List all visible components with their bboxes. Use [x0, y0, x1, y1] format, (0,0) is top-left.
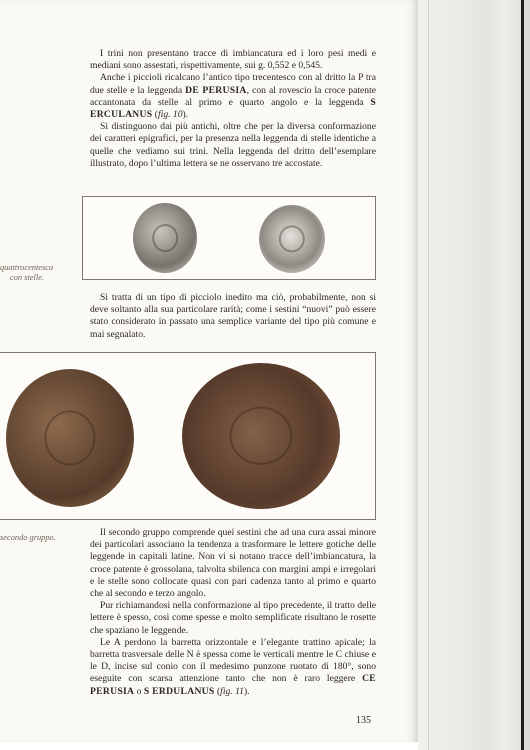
figure-reference: fig. 11	[220, 685, 244, 697]
paragraph-text: I trini non presentano tracce di imbiancatura ed i loro pesi medi e mediani sono assestati, rispettivamente, sui g. 0,552 e 0,545.	[90, 48, 376, 72]
text-block-middle	[90, 292, 376, 341]
figure-10-caption-line2: con stelle.	[10, 273, 44, 282]
paragraph-text: , con al rovescio la croce patente accantonata da stelle al primo e quarto angolo e la leggenda	[90, 84, 377, 108]
coin-obverse-image	[6, 369, 134, 507]
paragraph-text: Si distinguono dai più antichi, oltre che per la diversa conformazione dei caratteri epigrafici, per la presenza nella leggenda di stelle identiche a quelle che vediamo sui trini. Nella leggenda del dritto dell’esemplare illustrato, dopo l’ultima lettera se ne osservano tre accostate.	[90, 121, 376, 169]
legend-text: DE PERUSIA	[185, 84, 247, 96]
paragraph	[90, 600, 376, 637]
paragraph	[90, 292, 376, 341]
legend-text: S ERCULANUS	[90, 96, 376, 121]
paragraph-text: Si tratta di un tipo di picciolo inedito ma ciò, probabilmente, non si deve soltanto alla sua particolare rarità; come i sestini “nuovi” può essere stato considerato in passato una semplice variante del tipo più comune e mai segnalato.	[90, 292, 376, 340]
text-block-top	[90, 48, 376, 170]
figure-11-caption: secondo gruppo.	[0, 533, 56, 542]
legend-text: CE PERUSIA	[90, 673, 376, 697]
figure-11-frame	[0, 352, 376, 520]
paragraph	[90, 121, 376, 170]
figure-10-caption-line1: quattrocentesca	[0, 263, 54, 272]
text-block-bottom	[90, 527, 376, 698]
figure-reference: fig. 10	[158, 109, 183, 121]
paragraph-text: Il secondo gruppo comprende quei sestini che ad una cura assai minore dei particolari associano la tendenza a trasformare le lettere gotiche delle leggende in capitali latine. Non vi si notano tracce dell’imbiancatura, la croce patente è grossolana, talvolta sbilenca con margini ampi e irregolari e le stelle sono collocate quasi con pari cadenza tanto al primo e quarto che al secondo e terzo angolo.	[90, 527, 376, 600]
paragraph-text: Anche i piccioli ricalcano l’antico tipo trecentesco con al dritto la P tra due stelle e la leggenda	[90, 72, 376, 96]
paragraph	[90, 637, 376, 698]
legend-text: S ERDULANUS	[143, 685, 215, 697]
book-spine-edge	[418, 0, 530, 750]
coin-reverse-image	[182, 363, 340, 509]
paragraph	[90, 527, 376, 600]
paragraph	[90, 72, 376, 121]
paragraph-text: (	[152, 109, 158, 121]
paragraph-text: ).	[182, 109, 189, 121]
paragraph	[90, 48, 376, 72]
coin-obverse-image	[133, 203, 197, 273]
figure-10-frame	[82, 196, 376, 280]
paragraph-text: o	[134, 685, 144, 697]
paragraph-text: (	[214, 685, 221, 697]
paragraph-text: ).	[243, 685, 250, 697]
paragraph-text: Pur richiamandosi nella conformazione al tipo precedente, il tratto delle lettere è spesso, così come spesse e molto semplificate risultano le rosette che spaziano le leggende.	[90, 600, 376, 636]
coin-reverse-image	[259, 205, 325, 273]
page-number: 135	[356, 715, 371, 726]
paragraph-text: Le A perdono la barretta orizzontale e l’elegante trattino apicale; la barretta trasversale delle N è spessa come le verticali mentre le C chiuse e le D, incise sul conio con il medesimo punzone ruotato di 180°, sono eseguite con scarsa attenzione tanto che non è raro leggere	[90, 636, 376, 685]
